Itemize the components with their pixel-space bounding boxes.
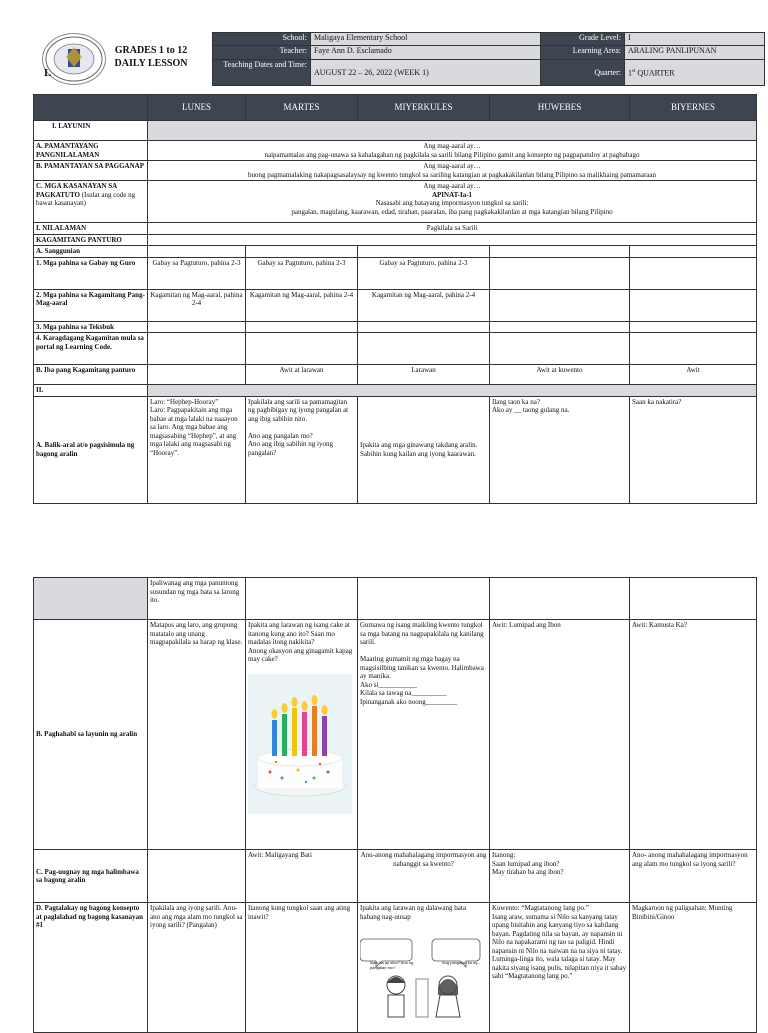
balik-aral-continued-lunes: Ipaliwanag ang mga panuntong susundan ng mga bata sa larong ito. bbox=[148, 578, 246, 620]
karagdagang-label: 4. Karagdagang Kagamitan mula sa portal ng Learning Code. bbox=[34, 333, 148, 365]
kagamitan-label: KAGAMITANG PANTURO bbox=[34, 234, 148, 246]
iba-label: B. Iba pang Kagamitang panturo bbox=[34, 365, 148, 385]
pag-uugnay-row bbox=[34, 850, 757, 903]
gabay-row bbox=[34, 257, 757, 289]
balik-aral-lunes: Laro: “Hephep-Hooray” Laro: Pagpapakitain ang mga babae at mga lalaki na naaayon sa laro. Ang mga babae ang magsasabing “Hephep”, at ang mga lalaki ang magsasabi ng “Hooray”. bbox=[148, 396, 246, 503]
paghahabi-biyernes: Awit: Kamusta Ka? bbox=[630, 620, 757, 850]
paghahabi-lunes: Matapos ang laro, ang grupong matatalo ang unang magpapakilala sa harap ng klase. bbox=[148, 620, 246, 850]
form-title-line1: GRADES 1 to 12 bbox=[114, 45, 188, 56]
pagganap-line1: Ang mag-aaral ay… bbox=[423, 162, 481, 170]
gabay-label: 1. Mga pahina sa Gabay ng Guro bbox=[34, 257, 148, 289]
quarter-value bbox=[625, 60, 765, 86]
pagganap-cell bbox=[148, 161, 757, 181]
header-info-table bbox=[212, 32, 765, 86]
nilalaman-label: I. NILALAMAN bbox=[34, 223, 148, 235]
kagamitan-mag-lunes: Kagamitan ng Mag-aaral, pahina 2-4 bbox=[148, 289, 246, 321]
form-title-line2: DAILY LESSON bbox=[114, 58, 188, 69]
empty-cell bbox=[630, 321, 757, 333]
iba-miyerkules: Larawan bbox=[358, 365, 490, 385]
kagamitan-mag-label: 2. Mga pahina sa Kagamitang Pang-Mag-aaral bbox=[34, 289, 148, 321]
pagtalakay-martes: Itanong kung tungkol saan ang ating inawit? bbox=[246, 903, 358, 1033]
grade-level-value: I bbox=[625, 33, 765, 46]
school-value: Maligaya Elementary School bbox=[311, 33, 541, 46]
gabay-miyerkules: Gabay sa Pagtuturo, pahina 2-3 bbox=[358, 257, 490, 289]
balik-aral-continued-label bbox=[34, 578, 148, 620]
pagtalakay-biyernes: Magkaroon ng paligsahan: Munting Binibini/Ginoo bbox=[630, 903, 757, 1033]
empty-cell bbox=[630, 578, 757, 620]
two-children-talking-image bbox=[360, 935, 484, 1025]
layunin-row bbox=[34, 121, 757, 141]
birthday-cake-image bbox=[248, 674, 352, 814]
day-header-huwebes: HUWEBES bbox=[490, 95, 630, 121]
sanggunian-label: A. Sanggunian bbox=[34, 246, 148, 258]
quarter-suffix: st bbox=[632, 68, 636, 74]
day-header-miyerkules: MIYERKULES bbox=[358, 95, 490, 121]
pagtalakay-label: D. Pagtalakay ng bagong konsepto at paglalahad ng bagong kasanayan #1 bbox=[34, 903, 148, 1033]
teaching-dates-value: AUGUST 22 – 26, 2022 (WEEK 1) bbox=[311, 60, 541, 86]
iii-label: II. bbox=[34, 385, 148, 397]
empty-cell bbox=[630, 246, 757, 258]
kasanayan-note: (Isulat ang code ng bawat kasanayan) bbox=[36, 190, 136, 207]
pamantayang-line2: naipamamalas ang pag-unawa sa kahalagahan ng pagkilala sa sarili bilang Pilipino gamit ang konsepto ng pagpapatuloy at pagbabago bbox=[264, 150, 640, 159]
pag-uugnay-huwebes: Itanong: Saan lumipad ang ibon? May tirahan ba ang ibon? bbox=[490, 850, 630, 903]
kagamitan-row bbox=[34, 234, 757, 246]
pamantayang-line1: Ang mag-aaral ay… bbox=[423, 142, 481, 150]
empty-cell bbox=[148, 333, 246, 365]
kagamitan-fill bbox=[148, 234, 757, 246]
deped-seal-icon bbox=[44, 35, 104, 83]
empty-cell bbox=[246, 578, 358, 620]
pagganap-line2: buong pagmamalaking nakapagsasalaysay ng kwento tungkol sa sariling katangian at pagkakakilanlan bilang Pilipino sa malikhaing pamamaraan bbox=[247, 170, 657, 179]
kasanayan-line2: Nasasabi ang batayang impormasyon tungkol sa sarili: bbox=[375, 199, 529, 207]
pag-uugnay-miyerkules: Anu-anong mahahalagang impormasyon ang nabanggit sa kwento? bbox=[358, 850, 490, 903]
iba-martes: Awit at larawan bbox=[246, 365, 358, 385]
kagamitan-mag-biyernes bbox=[630, 289, 757, 321]
gabay-biyernes bbox=[630, 257, 757, 289]
iba-huwebes: Awit at kuwento bbox=[490, 365, 630, 385]
teksbuk-row bbox=[34, 321, 757, 333]
empty-cell bbox=[148, 246, 246, 258]
lesson-log-table bbox=[33, 94, 757, 504]
teksbuk-label: 3. Mga pahina sa Teksbuk bbox=[34, 321, 148, 333]
pagtalakay-huwebes: Kuwento: “Magtatanong lang po.” Isang araw, sumama si Nilo sa kanyang tatay upang bisitahin ang kanyang tiyo sa kabilang bayan. Pagdating nila sa bayan, ay napansin ni Nilo na napakarami ng tao sa paligid. Hindi napansin ni Nilo na naiwan na na siya ni tatay. Luminga-linga ito, wala talaga si tatay. May nakita siyang isang pulis, nilapitan niya it sabay sabi “Magtatanong lang po.” bbox=[490, 903, 630, 1033]
nilalaman-value: Pagkilala sa Sarili bbox=[148, 223, 757, 235]
balik-aral-martes: Ipakilala ang sarili sa pamamagitan ng pagbibigay ng iyong pangalan at ang ibig sabihin nito. Ano ang pangalan mo? Ano ang ibig sabihin ng iyong pangalan? bbox=[246, 396, 358, 503]
empty-cell bbox=[148, 321, 246, 333]
seal-letter: L bbox=[44, 67, 52, 79]
grade-level-label: Grade Level: bbox=[541, 33, 625, 46]
teacher-value: Faye Ann D. Esclamado bbox=[311, 46, 541, 60]
karagdagang-row bbox=[34, 333, 757, 365]
kasanayan-cell bbox=[148, 181, 757, 223]
balik-aral-continued-row bbox=[34, 578, 757, 620]
empty-cell bbox=[358, 333, 490, 365]
empty-cell bbox=[358, 321, 490, 333]
kasanayan-label-cell bbox=[34, 181, 148, 223]
pagtalakay-miyerkules: Ipakita ang larawan ng dalawang bata habang nag-uusap bbox=[360, 904, 466, 921]
empty-cell bbox=[246, 333, 358, 365]
iba-row bbox=[34, 365, 757, 385]
pagganap-label: B. PAMANTAYAN SA PAGGANAP bbox=[34, 161, 148, 181]
empty-cell bbox=[630, 333, 757, 365]
pag-uugnay-biyernes: Ano- anong mahahalagang impormasyon ang alam mo tungkol sa iyong sarili? bbox=[630, 850, 757, 903]
day-header-martes: MARTES bbox=[246, 95, 358, 121]
pagganap-row bbox=[34, 161, 757, 181]
layunin-label: I. LAYUNIN bbox=[34, 121, 148, 141]
pagtalakay-lunes: Ipakilala ang iyong sarili. Anu-ano ang mga alam mo tungkol sa iyong sarili? (Pangalan) bbox=[148, 903, 246, 1033]
learning-area-value: ARALING PANLIPUNAN bbox=[625, 46, 765, 60]
iii-fill bbox=[148, 385, 757, 397]
day-header-biyernes: BIYERNES bbox=[630, 95, 757, 121]
paghahabi-martes-cell bbox=[246, 620, 358, 850]
quarter-label: Quarter: bbox=[541, 60, 625, 86]
balik-aral-row bbox=[34, 396, 757, 503]
balik-aral-huwebes: Ilang taon ka na? Ako ay __ taong gulang na. bbox=[490, 396, 630, 503]
paghahabi-martes: Ipakita ang larawan ng isang cake at itanong kung ano ito? Saan mo madalas itong nakikita? Anong okasyon ang ginagamit kapag may cake? bbox=[248, 621, 353, 663]
empty-cell bbox=[490, 578, 630, 620]
speech-bubble-right: Ang pangalan ko ay... bbox=[442, 960, 481, 965]
kasanayan-line1: Ang mag-aaral ay… bbox=[423, 182, 481, 190]
day-header-lunes: LUNES bbox=[148, 95, 246, 121]
empty-cell bbox=[246, 246, 358, 258]
pamantayang-label: A. PAMANTAYANG PANGNILALAMAN bbox=[34, 141, 148, 161]
iba-biyernes: Awit bbox=[630, 365, 757, 385]
quarter-text: QUARTER bbox=[637, 68, 675, 78]
day-header-blank bbox=[34, 95, 148, 121]
empty-cell bbox=[246, 321, 358, 333]
teacher-label: Teacher: bbox=[213, 46, 311, 60]
learning-area-label: Learning Area: bbox=[541, 46, 625, 60]
form-title bbox=[96, 44, 206, 70]
paghahabi-row bbox=[34, 620, 757, 850]
sanggunian-row bbox=[34, 246, 757, 258]
quarter-number: 1 bbox=[628, 68, 632, 78]
paghahabi-label: B. Paghahabi sa layunin ng aralin bbox=[34, 620, 148, 850]
kagamitan-mag-huwebes bbox=[490, 289, 630, 321]
iba-lunes bbox=[148, 365, 246, 385]
gabay-martes: Gabay sa Pagtuturo, pahina 2-3 bbox=[246, 257, 358, 289]
pag-uugnay-martes: Awit: Maligayang Bati bbox=[246, 850, 358, 903]
pamantayang-row bbox=[34, 141, 757, 161]
paghahabi-huwebes: Awit: Lumipad ang Ibon bbox=[490, 620, 630, 850]
speech-bubble-left: Ikaw ba ay sino? Ano ng pangalan mo? bbox=[370, 960, 414, 970]
empty-cell bbox=[490, 333, 630, 365]
kagamitan-mag-martes: Kagamitan ng Mag-aaral, pahina 2-4 bbox=[246, 289, 358, 321]
pag-uugnay-label: C. Pag-uugnay ng mga halimbawa sa bagong aralin bbox=[34, 850, 148, 903]
kasanayan-line3: pangalan, magulang, kaarawan, edad, tirahan, paaralan, iba pang pagkakakilanlan at mga katangian bilang Pilipino bbox=[291, 207, 613, 216]
gabay-lunes: Gabay sa Pagtuturo, pahina 2-3 bbox=[148, 257, 246, 289]
kasanayan-row bbox=[34, 181, 757, 223]
day-header-row bbox=[34, 95, 757, 121]
nilalaman-row bbox=[34, 223, 757, 235]
teaching-dates-label: Teaching Dates and Time: bbox=[213, 60, 311, 86]
kasanayan-label: C. MGA KASANAYAN SA PAGKATUTO bbox=[36, 182, 117, 199]
empty-cell bbox=[148, 850, 246, 903]
kagamitan-mag-row bbox=[34, 289, 757, 321]
balik-aral-miyerkules: Ipakita ang mga ginawang takdang aralin. Sabihin kung kailan ang iyong kaarawan. bbox=[358, 396, 490, 503]
empty-cell bbox=[490, 246, 630, 258]
iii-row bbox=[34, 385, 757, 397]
pamantayang-cell bbox=[148, 141, 757, 161]
empty-cell bbox=[358, 578, 490, 620]
gabay-huwebes bbox=[490, 257, 630, 289]
empty-cell bbox=[358, 246, 490, 258]
kagamitan-mag-miyerkules: Kagamitan ng Mag-aaral, pahina 2-4 bbox=[358, 289, 490, 321]
empty-cell bbox=[490, 321, 630, 333]
kasanayan-code: APINAT-Ia-1 bbox=[431, 190, 473, 199]
layunin-fill bbox=[148, 121, 757, 141]
school-label: School: bbox=[213, 33, 311, 46]
paghahabi-miyerkules: Gumawa ng isang maikling kwento tungkol sa mga batang na nagpapakilala ng kanilang sarili. Maaring gumamit ng mga bagay na magsisilbing tanikan sa kwento. Halimbawa ay manika. Ako si___________ Kilala sa tawag na__________ Ipinanganak ako noong_________ bbox=[358, 620, 490, 850]
balik-aral-biyernes: Saan ka nakatira? bbox=[630, 396, 757, 503]
balik-aral-label: A. Balik-aral at/o pagsisimula ng bagong aralin bbox=[34, 396, 148, 503]
